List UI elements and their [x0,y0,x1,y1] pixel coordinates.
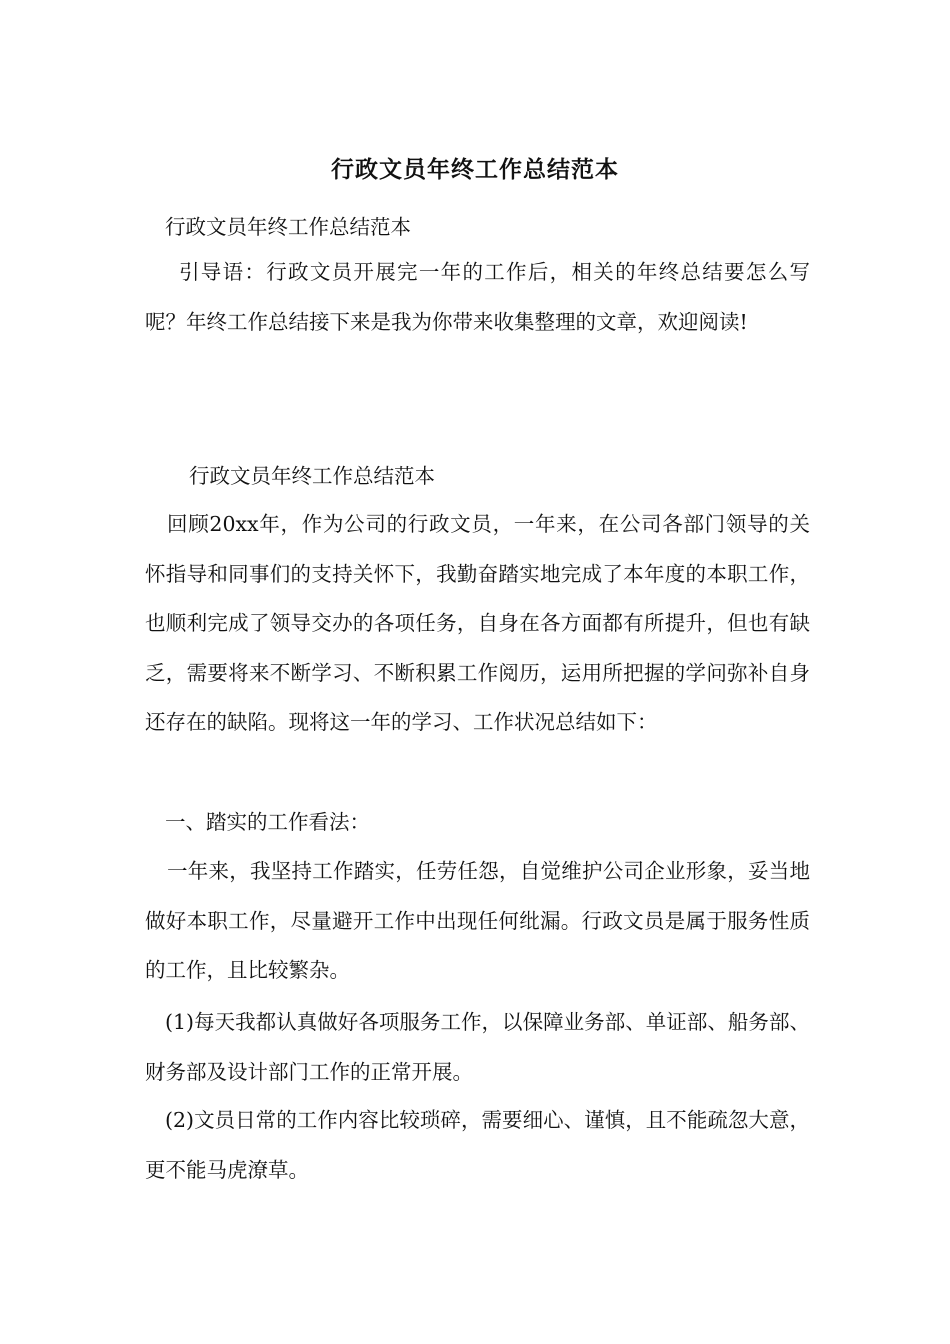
section-title: 行政文员年终工作总结范本 [189,464,435,488]
intro-paragraph: 引导语：行政文员开展完一年的工作后，相关的年终总结要怎么写呢？年终工作总结接下来是我为你带来收集整理的文章，欢迎阅读! [145,260,810,334]
list-item-1: (1)每天我都认真做好各项服务工作，以保障业务部、单证部、船务部、财务部及设计部门工作的正常开展。 [145,1010,810,1084]
document-title: 行政文员年终工作总结范本 [331,156,619,183]
document-subtitle: 行政文员年终工作总结范本 [165,215,411,239]
review-paragraph: 回顾20xx年，作为公司的行政文员，一年来，在公司各部门领导的关怀指导和同事们的支持关怀下，我勤奋踏实地完成了本年度的本职工作，也顺利完成了领导交办的各项任务，自身在各方面都有所提升，但也有缺乏，需要将来不断学习、不断积累工作阅历，运用所把握的学问弥补自身还存在的缺陷。现将这一年的学习、工作状况总结如下： [145,512,810,734]
list-item-2: (2)文员日常的工作内容比较琐碎，需要细心、谨慎，且不能疏忽大意，更不能马虎潦草。 [145,1108,810,1182]
work-attitude-paragraph: 一年来，我坚持工作踏实，任劳任怨，自觉维护公司企业形象，妥当地做好本职工作，尽量避开工作中出现任何纰漏。行政文员是属于服务性质的工作，且比较繁杂。 [145,859,810,982]
heading-work-attitude: 一、踏实的工作看法： [165,810,370,834]
